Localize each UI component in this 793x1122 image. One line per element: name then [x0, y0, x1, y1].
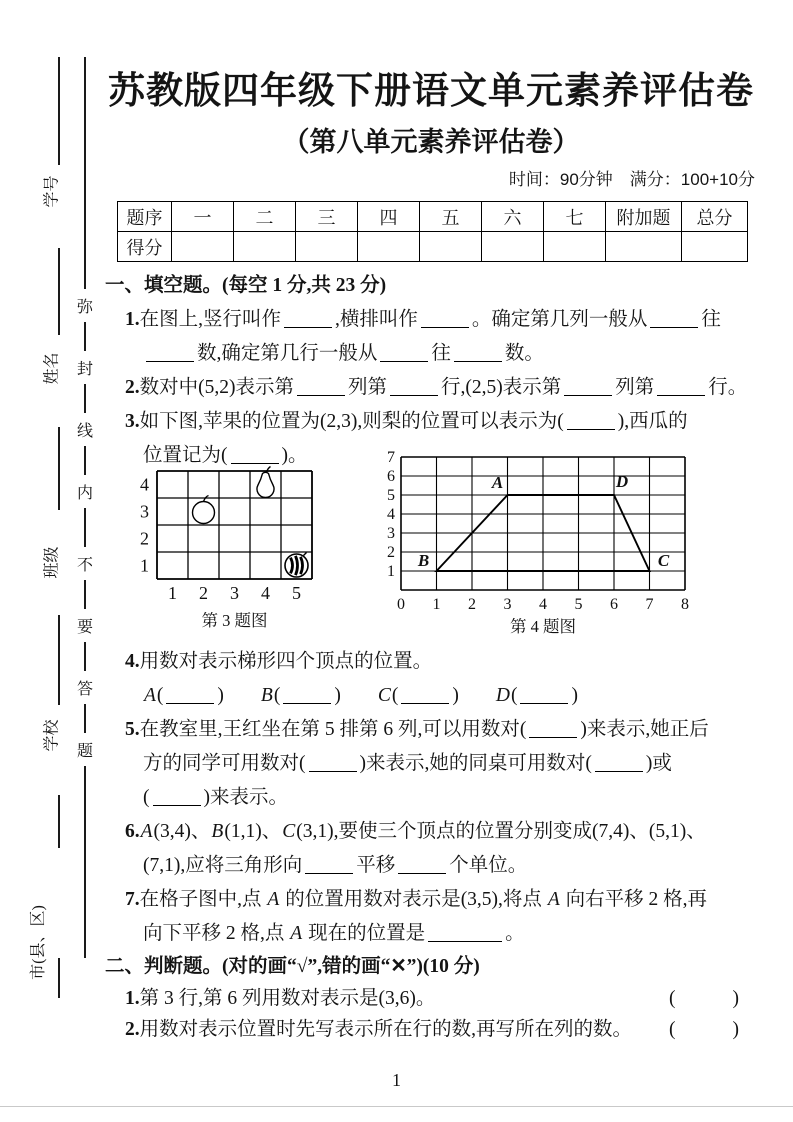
svg-text:第 4 题图: 第 4 题图: [510, 617, 576, 636]
svg-text:B: B: [417, 551, 430, 570]
score-empty-cell: [682, 232, 748, 262]
svg-text:3: 3: [503, 596, 512, 613]
answer-blank: [305, 854, 353, 874]
question-line: 数,确定第几行一般从 往 数。: [105, 337, 757, 371]
answer-blank: [650, 308, 698, 328]
answer-blank: [428, 922, 502, 942]
score-empty-cell: [544, 232, 606, 262]
answer-blank: [166, 684, 214, 704]
score-label-cell: 得分: [118, 232, 172, 262]
question-line: 向下平移 2 格,点 A 现在的位置是 。: [143, 923, 525, 944]
question-line: (7,1),应将三角形向 平移 个单位。: [143, 855, 528, 876]
question-line: 1.在图上,竖行叫作 ,横排叫作 。确定第几列一般从 往: [125, 309, 721, 330]
svg-text:2: 2: [387, 544, 395, 561]
section-heading: 二、判断题。(对的画“√”,错的画“✕”)(10 分): [105, 956, 480, 977]
question-line: 2.数对中(5,2)表示第 列第 行,(2,5)表示第 列第 行。: [125, 377, 748, 398]
svg-text:第 3 题图: 第 3 题图: [201, 611, 268, 630]
svg-text:C: C: [657, 551, 670, 570]
svg-text:6: 6: [387, 468, 395, 485]
svg-text:3: 3: [387, 525, 395, 542]
score-table-header-cell: 附加题: [606, 202, 682, 232]
margin-fill-line: [58, 795, 60, 848]
score-table-header-cell: 总分: [682, 202, 748, 232]
answer-blank: [297, 376, 345, 396]
svg-text:8: 8: [681, 596, 689, 613]
margin-fill-line: [58, 958, 60, 998]
answer-blank: [657, 376, 705, 396]
svg-text:7: 7: [387, 449, 395, 466]
score-table-header-cell: 六: [482, 202, 544, 232]
exam-page: 学号 姓名 班级 学校 市(县、区) 弥 封 线 内 不 要 答 题 苏教版四年级下册语文单元素养评估卷 （第八单元素养评估卷） 时间：90分钟 满分：100+10分 题序 一 二 三 四 五 六 七 附加题 总分 得分 一、填空题。(每空 1 分,共 23 分) 1.在图上,竖行叫作 ,横排叫作 。确定第几列一般从 往 数,确定第几行一般从 往 数。 2.数对中(5,2)表示第 列第 行,(2,5)表示第 列第 行。 3.如下图,苹果的位置为(2,3),则梨的位置可以表示为( ),西瓜的 位置记为( )。 4 3 2 1 1 2 3 4 5 第 3 题图 1 2 3 4 5 6 7 0 1 2 3 4 5 6 7 8 A B C D 第 4 题图 4.用数对表示梯形四个顶点的位置。 A( ) B( ) C( ) D( ) 5.在教室里,王红坐在第 5 排第 6 列,可以用数对( )来表示,她正后 方的同学可用数对( )来表示,她的同桌可用数对( )或 ( )来表示。 6.A(3,4)、B(1,1)、C(3,1),要使三个顶点的位置分别变成(7,4)、(5,1)、 (7,1),应将三角形向 平移 个单位。 7.在格子图中,点 A 的位置用数对表示是(3,5),将点 A 向右平移 2 格,再 向下平移 2 格,点 A 现在的位置是 。 二、判断题。(对的画“√”,错的画“✕”)(10 分) 1.第 3 行,第 6 列用数对表示是(3,6)。 ( ) 2.用数对表示位置时先写表示所在行的数,再写所在列的数。 ( ) 1: [0, 0, 793, 1122]
answer-blank: [153, 786, 201, 806]
bottom-divider: [0, 1106, 793, 1107]
question-line: 位置记为( )。: [143, 445, 308, 466]
svg-text:1: 1: [387, 563, 395, 580]
score-table-header-cell: 五: [420, 202, 482, 232]
svg-text:1: 1: [432, 596, 441, 613]
svg-text:2: 2: [468, 596, 476, 613]
question-line: 7.在格子图中,点 A 的位置用数对表示是(3,5),将点 A 向右平移 2 格,再: [125, 889, 707, 910]
section-1: [105, 269, 757, 951]
margin-fill-line: [58, 248, 60, 335]
margin-fill-line: [58, 427, 60, 510]
score-empty-cell: [606, 232, 682, 262]
score-table-header-cell: 七: [544, 202, 606, 232]
answer-blank: [595, 752, 643, 772]
score-table-header-cell: 一: [172, 202, 234, 232]
score-table-header-cell: 四: [358, 202, 420, 232]
svg-text:3: 3: [230, 583, 239, 603]
answer-blank: [564, 376, 612, 396]
answer-blank: [520, 684, 568, 704]
answer-blank: [529, 718, 577, 738]
answer-blank: [390, 376, 438, 396]
margin-fill-line: [58, 615, 60, 705]
answer-blank: [401, 684, 449, 704]
score-empty-cell: [482, 232, 544, 262]
figure-3-grid: [129, 461, 344, 633]
svg-text:4: 4: [140, 474, 149, 495]
page-subtitle: （第八单元素养评估卷）: [282, 127, 580, 157]
answer-blank: [567, 410, 615, 430]
svg-text:6: 6: [610, 596, 618, 613]
svg-text:2: 2: [199, 583, 208, 603]
answer-blank: [380, 342, 428, 362]
seal-line: [84, 57, 86, 958]
svg-text:7: 7: [645, 596, 654, 613]
answer-blank: [284, 308, 332, 328]
score-table-header-cell: 题序: [118, 202, 172, 232]
question-line: 3.如下图,苹果的位置为(2,3),则梨的位置可以表示为( ),西瓜的: [125, 411, 688, 432]
page-title: 苏教版四年级下册语文单元素养评估卷: [108, 70, 754, 111]
question-line: ( )来表示。: [143, 787, 288, 808]
svg-text:3: 3: [140, 501, 149, 522]
time-score-meta: 时间：90分钟 满分：100+10分: [508, 170, 755, 189]
score-empty-cell: [234, 232, 296, 262]
svg-text:5: 5: [387, 487, 395, 504]
question-line: 2.用数对表示位置时先写表示所在行的数,再写所在列的数。 ( ): [105, 1014, 757, 1045]
score-empty-cell: [358, 232, 420, 262]
svg-text:1: 1: [140, 555, 149, 576]
page-number: 1: [392, 1070, 401, 1090]
question-line: 方的同学可用数对( )来表示,她的同桌可用数对( )或: [143, 753, 672, 774]
svg-text:5: 5: [292, 583, 301, 603]
answer-blank: [421, 308, 469, 328]
score-table: [117, 201, 748, 262]
figure-4-grid: [377, 448, 697, 638]
answer-blank: [309, 752, 357, 772]
svg-text:5: 5: [574, 596, 583, 613]
question-line: 6.A(3,4)、B(1,1)、C(3,1),要使三个顶点的位置分别变成(7,4)、(5,1)、: [125, 821, 706, 842]
judge-bracket: ( ): [669, 988, 745, 1009]
score-table-header-cell: 二: [234, 202, 296, 232]
question-line: 1.第 3 行,第 6 列用数对表示是(3,6)。 ( ): [105, 983, 757, 1014]
answer-blank: [454, 342, 502, 362]
answer-blank: [398, 854, 446, 874]
section-heading: 一、填空题。(每空 1 分,共 23 分): [105, 275, 387, 296]
svg-text:A: A: [491, 473, 504, 492]
svg-text:4: 4: [261, 583, 270, 603]
section-2: [105, 951, 757, 1045]
score-empty-cell: [420, 232, 482, 262]
answer-blank: [283, 684, 331, 704]
question-line: A( ) B( ) C( ) D( ): [144, 685, 578, 706]
margin-fill-line: [58, 57, 60, 165]
svg-text:0: 0: [397, 596, 405, 613]
judge-bracket: ( ): [669, 1019, 745, 1040]
question-line: 4.用数对表示梯形四个顶点的位置。: [125, 651, 433, 672]
svg-text:4: 4: [539, 596, 547, 613]
svg-text:4: 4: [387, 506, 395, 523]
svg-text:2: 2: [140, 528, 149, 549]
svg-text:D: D: [615, 472, 629, 491]
score-table-header-cell: 三: [296, 202, 358, 232]
question-line: 5.在教室里,王红坐在第 5 排第 6 列,可以用数对( )来表示,她正后: [125, 719, 709, 740]
score-empty-cell: [172, 232, 234, 262]
answer-blank: [146, 342, 194, 362]
svg-text:1: 1: [168, 583, 177, 603]
questions: [105, 269, 757, 1045]
score-empty-cell: [296, 232, 358, 262]
